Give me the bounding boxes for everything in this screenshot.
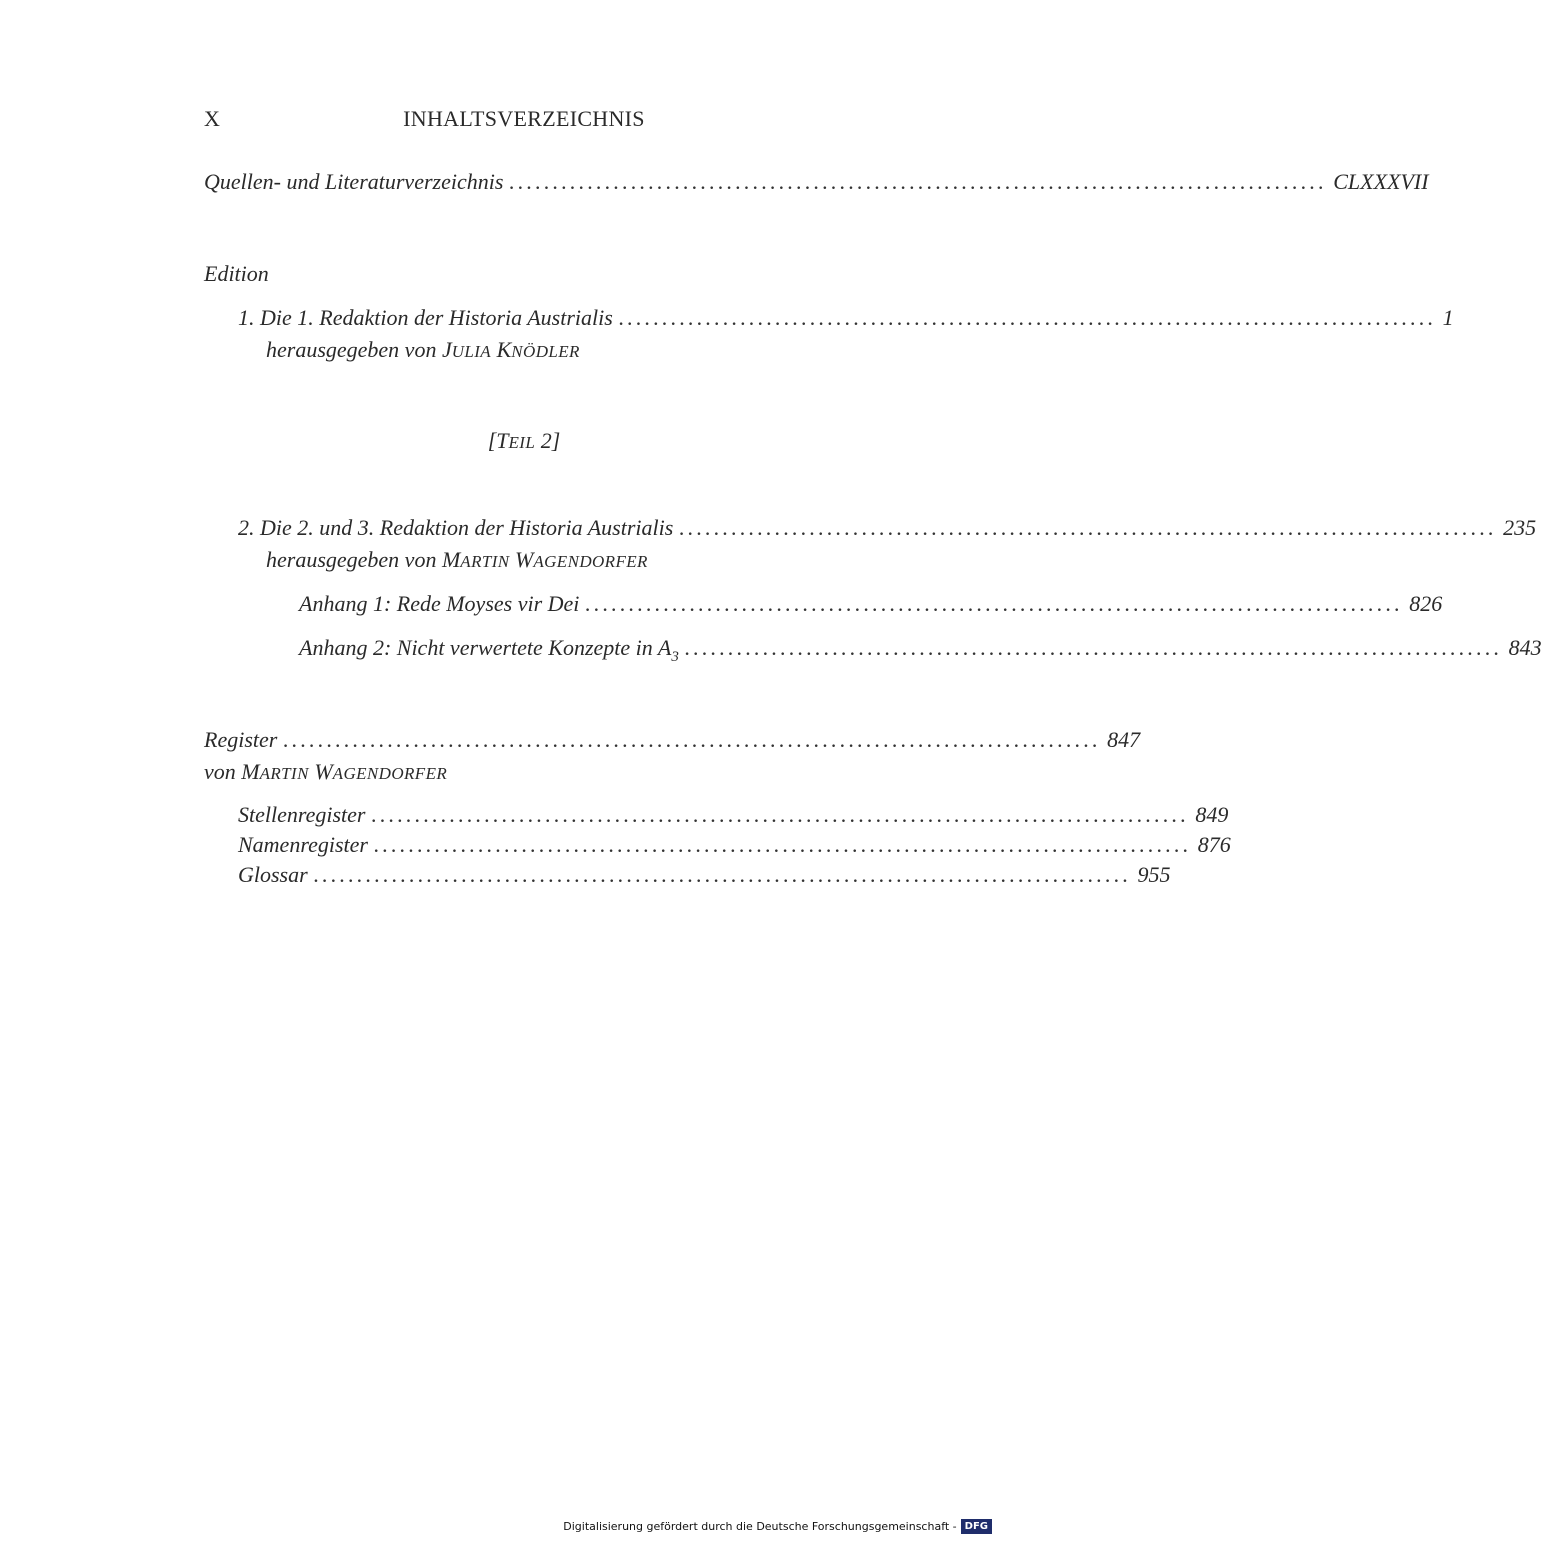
page-number: X — [204, 106, 220, 131]
editor-line-2: herausgegeben von MARTIN WAGENDORFER — [266, 547, 648, 572]
toc-entry-stellenregister: Stellenregister .............................................................................................. 849 — [238, 802, 1229, 827]
toc-entry-anhang-1: Anhang 1: Rede Moyses vir Dei .............................................................................................. 826 — [299, 591, 1443, 616]
toc-entry-anhang-2: Anhang 2: Nicht verwertete Konzepte in $A_3$ .............................................................................................. 843 — [299, 635, 1542, 665]
toc-entry-redaktion-1: 1. Die 1. Redaktion der Historia Austrialis .............................................................................................. 1 — [238, 305, 1454, 330]
footer-text: Digitalisierung gefördert durch die Deutsche Forschungsgemeinschaft - — [563, 1519, 957, 1533]
section-heading-edition: Edition — [204, 261, 269, 286]
running-head: INHALTSVERZEICHNIS — [403, 106, 645, 131]
part-marker: [TEIL 2] — [487, 428, 561, 453]
toc-entry-redaktion-2: 2. Die 2. und 3. Redaktion der Historia Austrialis .............................................................................................. 235 — [238, 515, 1537, 540]
toc-entry-glossar: Glossar .............................................................................................. 955 — [238, 862, 1171, 887]
editor-line-register: von MARTIN WAGENDORFER — [204, 759, 448, 784]
digitization-footer — [563, 1516, 992, 1536]
page-header — [204, 106, 844, 136]
toc-entry-namenregister: Namenregister .............................................................................................. 876 — [238, 832, 1231, 857]
toc-entry-register: Register .............................................................................................. 847 — [204, 727, 1141, 752]
toc-entry-quellen: Quellen- und Literaturverzeichnis .............................................................................................. CLXXXVII — [204, 169, 1429, 194]
editor-line-1: herausgegeben von JULIA KNÖDLER — [266, 337, 580, 362]
dfg-logo: DFG — [961, 1519, 992, 1534]
